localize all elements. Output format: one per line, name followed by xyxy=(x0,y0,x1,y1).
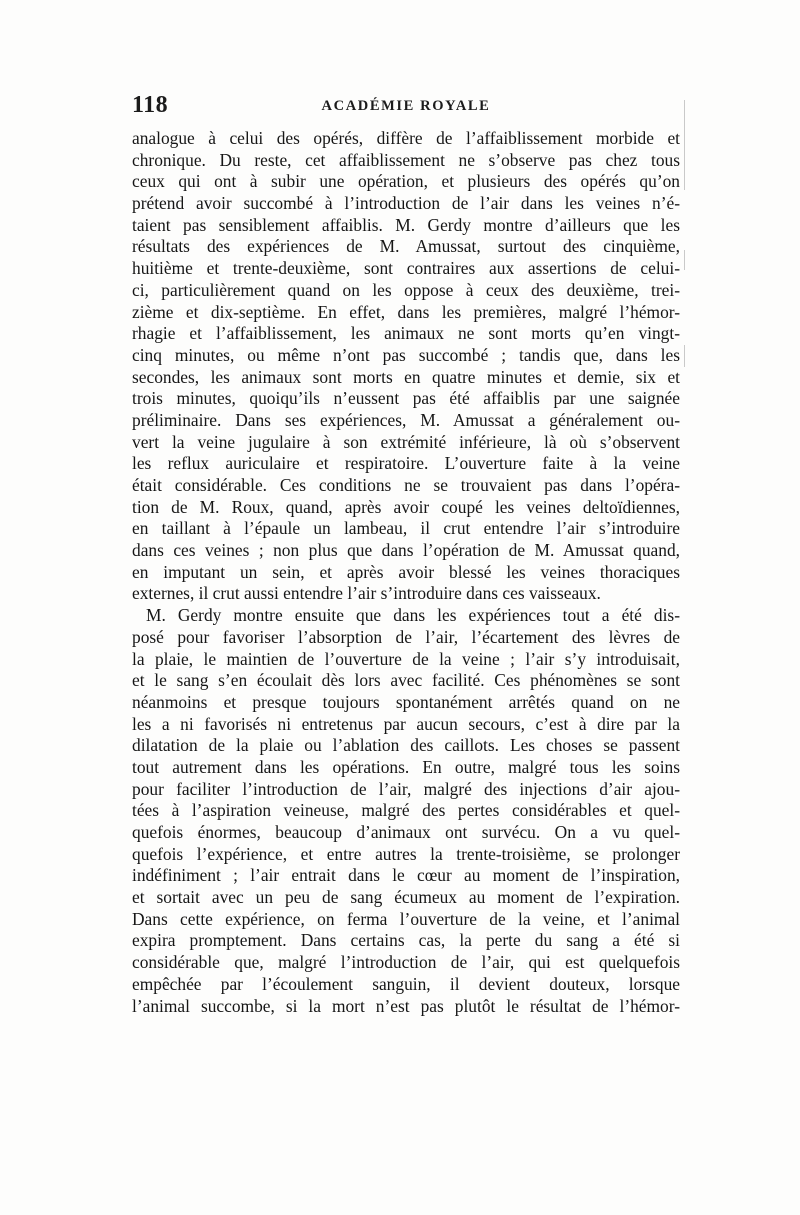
text-line: rhagie et l’affaiblissement, les animaux ne sont morts qu’en vingt- xyxy=(132,323,680,344)
text-line: tion de M. Roux, quand, après avoir coupé les veines deltoïdiennes, xyxy=(132,496,680,517)
text-line: et sortait avec un peu de sang écumeux au moment de l’expiration. xyxy=(132,887,680,908)
page-edge-mark xyxy=(684,100,685,190)
text-line: posé pour favoriser l’absorption de l’air, l’écartement des lèvres de xyxy=(132,626,680,647)
text-line: dans ces veines ; non plus que dans l’opération de M. Amussat quand, xyxy=(132,540,680,561)
text-line: prétend avoir succombé à l’introduction de l’air dans les veines n’é- xyxy=(132,193,680,214)
text-line: néanmoins et presque toujours spontanément arrêtés quand on ne xyxy=(132,691,680,712)
text-line: préliminaire. Dans ses expériences, M. Amussat a généralement ou- xyxy=(132,409,680,430)
page-header xyxy=(132,92,680,122)
text-line: était considérable. Ces conditions ne se trouvaient pas dans l’opéra- xyxy=(132,475,680,495)
text-line: empêchée par l’écoulement sanguin, il devient douteux, lorsque xyxy=(132,973,680,994)
text-line: en taillant à l’épaule un lambeau, il crut entendre l’air s’introduire xyxy=(132,518,680,539)
text-line: et le sang s’en écoulait dès lors avec facilité. Ces phénomènes se sont xyxy=(132,670,680,691)
text-line: expira promptement. Dans certains cas, la perte du sang a été si xyxy=(132,930,680,951)
text-line: huitième et trente-deuxième, sont contraires aux assertions de celui- xyxy=(132,258,680,279)
text-line: trois minutes, quoiqu’ils n’eussent pas été affaiblis par une saignée xyxy=(132,388,680,409)
text-line: Dans cette expérience, on ferma l’ouverture de la veine, et l’animal xyxy=(132,908,680,929)
body-text xyxy=(132,128,680,1017)
text-line: chronique. Du reste, cet affaiblissement ne s’observe pas chez tous xyxy=(132,149,680,170)
text-line: vert la veine jugulaire à son extrémité inférieure, là où s’observent xyxy=(132,431,680,452)
text-line: M. Gerdy montre ensuite que dans les expériences tout a été dis- xyxy=(146,605,680,626)
text-line: les reflux auriculaire et respiratoire. L’ouverture faite à la veine xyxy=(132,453,680,474)
text-line: externes, il crut aussi entendre l’air s’introduire dans ces vaisseaux. xyxy=(132,583,601,604)
text-line: ceux qui ont à subir une opération, et plusieurs des opérés qu’on xyxy=(132,171,680,192)
text-line: tées à l’aspiration veineuse, malgré des pertes considérables et quel- xyxy=(132,800,680,821)
text-line: les a ni favorisés ni entretenus par aucun secours, c’est à dire par la xyxy=(132,713,680,734)
text-line: résultats des expériences de M. Amussat, surtout des cinquième, xyxy=(132,236,680,257)
text-line: dilatation de la plaie ou l’ablation des caillots. Les choses se passent xyxy=(132,735,680,756)
text-line: indéfiniment ; l’air entrait dans le cœur au moment de l’inspiration, xyxy=(132,865,680,886)
text-line: zième et dix-septième. En effet, dans les premières, malgré l’hémor- xyxy=(132,301,680,322)
text-line: en imputant un sein, et après avoir blessé les veines thoraciques xyxy=(132,561,680,582)
text-line: ci, particulièrement quand on les oppose à ceux des deuxième, trei- xyxy=(132,279,680,300)
running-head: ACADÉMIE ROYALE xyxy=(321,98,491,114)
page-edge-mark xyxy=(684,250,685,270)
text-line: cinq minutes, ou même n’ont pas succombé ; tandis que, dans les xyxy=(132,344,680,365)
text-line: tout autrement dans les opérations. En outre, malgré tous les soins xyxy=(132,756,680,777)
text-line: quefois l’expérience, et entre autres la trente-troisième, se prolonger xyxy=(132,843,680,864)
text-line: quefois énormes, beaucoup d’animaux ont survécu. On a vu quel- xyxy=(132,822,680,842)
text-line: taient pas sensiblement affaiblis. M. Gerdy montre d’ailleurs que les xyxy=(132,214,680,235)
text-line: considérable que, malgré l’introduction de l’air, qui est quelquefois xyxy=(132,952,680,973)
text-line: la plaie, le maintien de l’ouverture de la veine ; l’air s’y introduisait, xyxy=(132,648,680,669)
text-line: pour faciliter l’introduction de l’air, malgré des injections d’air ajou- xyxy=(132,778,680,799)
text-line: analogue à celui des opérés, diffère de l’affaiblissement morbide et xyxy=(132,128,680,148)
page-edge-mark xyxy=(684,345,685,367)
text-line: l’animal succombe, si la mort n’est pas plutôt le résultat de l’hémor- xyxy=(132,995,680,1016)
text-line: secondes, les animaux sont morts en quatre minutes et demie, six et xyxy=(132,366,680,387)
page-number: 118 xyxy=(132,92,169,118)
